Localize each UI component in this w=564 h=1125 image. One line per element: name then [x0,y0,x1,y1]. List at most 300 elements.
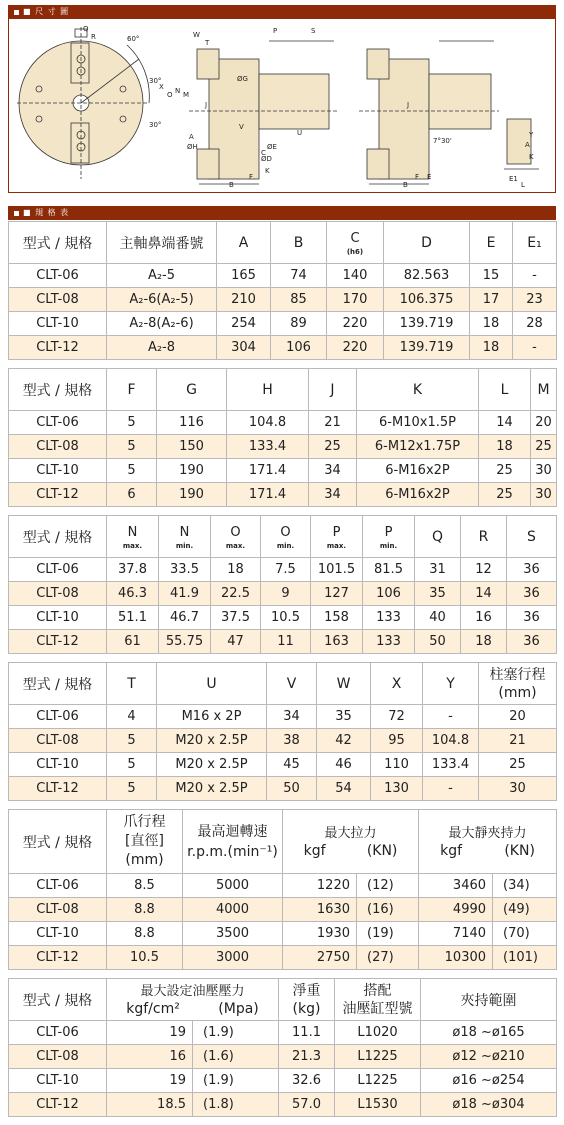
model-cell: CLT-08 [9,288,107,312]
header-cell: 型式 / 規格 [9,369,107,411]
value-cell: 6-M12x1.75P [357,435,479,459]
dimension-header [8,5,556,19]
header-cell: V [267,663,317,705]
value-cell: 3500 [183,922,283,946]
value-cell: 22.5 [211,582,261,606]
header-cell: X [371,663,423,705]
value-cell: 14 [461,582,507,606]
value-cell: 106.375 [384,288,470,312]
value-cell: 18 [470,312,513,336]
value-cell: 21 [309,411,357,435]
table-row [9,898,557,922]
value-cell: 21.3 [279,1045,335,1069]
value-cell: 37.8 [107,558,159,582]
value-cell: 50 [267,777,317,801]
dimension-label: F [415,173,420,181]
header-cell [283,810,419,874]
header-cell: Q [415,516,461,558]
header-label: O [230,524,241,540]
header-cell: 搭配 油壓缸型號 [335,979,421,1021]
value-cell: 28 [513,312,557,336]
dimension-header-title: ■ 尺 寸 圖 [23,7,70,16]
value-cell: 36 [507,558,557,582]
dimension-label: N [175,87,181,95]
dimension-label: ØH [187,143,198,151]
value-cell: 16 [107,1045,193,1069]
value-cell: 6-M16x2P [357,483,479,507]
dimension-label: Y [529,131,534,139]
value-cell: 11.1 [279,1021,335,1045]
header-label: O [280,524,291,540]
model-cell: CLT-08 [9,435,107,459]
dimension-label: T [205,39,210,47]
value-cell: L1225 [335,1045,421,1069]
value-cell: 17 [470,288,513,312]
dimension-label: M [183,91,190,99]
model-cell: CLT-06 [9,705,107,729]
value-cell: 54 [317,777,371,801]
value-cell: 4 [107,705,157,729]
value-cell: 19 [107,1021,193,1045]
dimension-label: O [167,91,173,99]
value-cell: 42 [317,729,371,753]
value-cell: 16 [461,606,507,630]
table-row [9,288,557,312]
value-cell: 4990 [419,898,493,922]
value-cell: 3000 [183,946,283,970]
value-cell: 158 [311,606,363,630]
spec-tables [8,221,556,1125]
table-row [9,582,557,606]
value-cell: A₂-5 [107,264,217,288]
header-label: P [384,524,393,540]
value-cell: 33.5 [159,558,211,582]
value-cell: - [513,336,557,360]
value-cell: 10.5 [107,946,183,970]
model-cell: CLT-10 [9,922,107,946]
header-cell: S [507,516,557,558]
model-cell: CLT-12 [9,483,107,507]
dimension-label: A [189,133,194,141]
value-cell: 19 [107,1069,193,1093]
dimension-label: L [521,181,525,189]
side-cylinder [259,74,329,129]
header-cell: 型式 / 規格 [9,810,107,874]
model-cell: CLT-08 [9,582,107,606]
model-cell: CLT-08 [9,1045,107,1069]
table-row [9,1045,557,1069]
value-cell: 110 [371,753,423,777]
model-cell: CLT-06 [9,874,107,898]
table-row [9,459,557,483]
spec-table-3 [8,515,557,654]
value-cell: (1.9) [193,1021,279,1045]
value-cell: 47 [211,630,261,654]
header-cell: E [470,222,513,264]
header-cell [311,516,363,558]
value-cell: 304 [217,336,271,360]
value-cell: 31 [415,558,461,582]
header-cell: A [217,222,271,264]
value-cell: ø18 ~ø304 [421,1093,557,1117]
value-cell: 10.5 [261,606,311,630]
value-cell: 190 [157,459,227,483]
value-cell: - [423,777,479,801]
header-cell: G [157,369,227,411]
value-cell: 106 [363,582,415,606]
value-cell: 5 [107,729,157,753]
table-row [9,705,557,729]
value-cell: 1220 [283,874,357,898]
header-cell: 爪行程 [直徑] (mm) [107,810,183,874]
dimension-label: ØE [267,143,277,151]
dimension-label: W [193,31,200,39]
unit: kgf/cm² [126,1000,180,1017]
spec-table-2 [8,368,557,507]
value-cell: 7.5 [261,558,311,582]
value-cell: 55.75 [159,630,211,654]
spec-header [8,206,556,220]
model-cell: CLT-06 [9,411,107,435]
value-cell: 150 [157,435,227,459]
spec-table-6 [8,978,557,1117]
dimension-label: R [91,33,96,41]
header-cell: 型式 / 規格 [9,222,107,264]
dimension-label: B [403,181,408,189]
value-cell: 89 [271,312,327,336]
value-cell: 15 [470,264,513,288]
value-cell: 74 [271,264,327,288]
value-cell: 6 [107,483,157,507]
dimension-label: U [297,129,303,137]
header-sub: (h6) [346,247,364,256]
value-cell: 30 [479,777,557,801]
table-header-row [9,222,557,264]
value-cell: 6-M16x2P [357,459,479,483]
value-cell: 4000 [183,898,283,922]
unit: kgf [440,842,463,859]
value-cell: 34 [267,705,317,729]
value-cell: 165 [217,264,271,288]
value-cell: 25 [309,435,357,459]
value-cell: 46.7 [159,606,211,630]
header-cell [419,810,557,874]
header-cell: 型式 / 規格 [9,663,107,705]
model-cell: CLT-10 [9,753,107,777]
value-cell: 18 [461,630,507,654]
table-row [9,777,557,801]
value-cell: A₂-8(A₂-6) [107,312,217,336]
value-cell: (12) [357,874,419,898]
header-units [419,843,556,859]
value-cell: 82.563 [384,264,470,288]
value-cell: 5 [107,777,157,801]
value-cell: 133 [363,630,415,654]
dimension-label: E [427,173,432,181]
value-cell: 104.8 [423,729,479,753]
value-cell: 140 [327,264,384,288]
table-header-row [9,369,557,411]
value-cell: 116 [157,411,227,435]
dimension-label: S [311,27,316,35]
value-cell: 3460 [419,874,493,898]
header-cell: E₁ [513,222,557,264]
value-cell: 72 [371,705,423,729]
value-cell: - [423,705,479,729]
value-cell: 133.4 [423,753,479,777]
model-cell: CLT-12 [9,336,107,360]
value-cell: 25 [479,459,531,483]
side2-cylinder [429,74,491,129]
value-cell: L1225 [335,1069,421,1093]
header-label: N [179,524,190,540]
model-cell: CLT-06 [9,558,107,582]
header-sub: max. [122,541,143,550]
table-row [9,753,557,777]
value-cell: ø16 ~ø254 [421,1069,557,1093]
value-cell: M20 x 2.5P [157,777,267,801]
header-cell: M [531,369,557,411]
value-cell: ø18 ~ø165 [421,1021,557,1045]
value-cell: 220 [327,336,384,360]
value-cell: (16) [357,898,419,922]
value-cell: 40 [415,606,461,630]
dimension-label: J [407,101,410,109]
value-cell: 35 [317,705,371,729]
dimension-label: P [273,27,278,35]
value-cell: 46.3 [107,582,159,606]
header-cell: B [271,222,327,264]
table-row [9,264,557,288]
value-cell: M16 x 2P [157,705,267,729]
model-cell: CLT-12 [9,946,107,970]
header-cell: T [107,663,157,705]
value-cell: (27) [357,946,419,970]
dimension-label: ØG [237,75,248,83]
model-cell: CLT-08 [9,898,107,922]
table-row [9,411,557,435]
dimension-label: ØD [261,155,272,163]
model-cell: CLT-06 [9,1021,107,1045]
header-cell: 型式 / 規格 [9,979,107,1021]
value-cell: 25 [531,435,557,459]
value-cell: 37.5 [211,606,261,630]
header-cell [107,979,279,1021]
dimension-label: 60° [127,35,140,43]
value-cell: 7140 [419,922,493,946]
dimension-label: 30° [149,77,162,85]
value-cell: 25 [479,753,557,777]
value-cell: 163 [311,630,363,654]
value-cell: 85 [271,288,327,312]
value-cell: 32.6 [279,1069,335,1093]
header-cell: K [357,369,479,411]
chuck-drawing-svg [9,19,557,193]
value-cell: 18 [211,558,261,582]
square-icon [14,10,19,15]
value-cell: L1530 [335,1093,421,1117]
value-cell: 2750 [283,946,357,970]
value-cell: 23 [513,288,557,312]
header-label: 最大設定油壓壓力 [140,983,245,999]
value-cell: 34 [309,483,357,507]
spec-table-4 [8,662,557,801]
dimension-label: F [249,173,254,181]
dimension-label: X [159,83,164,91]
value-cell: L1020 [335,1021,421,1045]
value-cell: 45 [267,753,317,777]
value-cell: 36 [507,630,557,654]
header-cell [211,516,261,558]
value-cell: 81.5 [363,558,415,582]
header-cell: R [461,516,507,558]
value-cell: (1.9) [193,1069,279,1093]
model-cell: CLT-12 [9,1093,107,1117]
table-header-row [9,979,557,1021]
value-cell: 1930 [283,922,357,946]
dimension-label: J [205,101,208,109]
value-cell: 190 [157,483,227,507]
value-cell: 11 [261,630,311,654]
header-cell [261,516,311,558]
value-cell: 5 [107,411,157,435]
table-row [9,946,557,970]
value-cell: 30 [531,483,557,507]
model-cell: CLT-10 [9,1069,107,1093]
dimension-label: B [229,181,234,189]
header-sub: min. [276,541,295,550]
value-cell: - [513,264,557,288]
header-label: C [350,230,360,246]
header-cell: 柱塞行程 (mm) [479,663,557,705]
header-label: 最大拉力 [324,825,377,841]
value-cell: 104.8 [227,411,309,435]
value-cell: 8.8 [107,898,183,922]
header-sub: min. [379,541,398,550]
value-cell: 1630 [283,898,357,922]
value-cell: 36 [507,606,557,630]
value-cell: 35 [415,582,461,606]
table-row [9,729,557,753]
header-sub: min. [175,541,194,550]
value-cell: 5 [107,753,157,777]
value-cell: 18 [470,336,513,360]
table-header-row [9,810,557,874]
header-cell: 最高迴轉速 r.p.m.(min⁻¹) [183,810,283,874]
table-row [9,336,557,360]
value-cell: (1.6) [193,1045,279,1069]
model-cell: CLT-10 [9,312,107,336]
header-cell: 主軸鼻端番號 [107,222,217,264]
dimension-drawing [8,19,556,193]
unit: (KN) [504,842,535,859]
value-cell: 20 [479,705,557,729]
value-cell: 14 [479,411,531,435]
dimension-label: Q [83,25,89,33]
model-cell: CLT-12 [9,777,107,801]
value-cell: 133.4 [227,435,309,459]
dimension-label: 30° [149,121,162,129]
value-cell: 127 [311,582,363,606]
unit: kgf [303,842,326,859]
value-cell: 18.5 [107,1093,193,1117]
table-header-row [9,663,557,705]
table-row [9,435,557,459]
value-cell: (34) [493,874,557,898]
square-icon [14,211,19,216]
value-cell: 34 [309,459,357,483]
value-cell: (70) [493,922,557,946]
value-cell: 5 [107,459,157,483]
value-cell: 254 [217,312,271,336]
dimension-label: A [525,141,530,149]
header-cell: D [384,222,470,264]
value-cell: 30 [531,459,557,483]
header-sub: max. [225,541,246,550]
header-cell [363,516,415,558]
header-cell: F [107,369,157,411]
value-cell: (1.8) [193,1093,279,1117]
header-label: 最大靜夾持力 [448,825,527,841]
unit: (Mpa) [218,1000,259,1017]
value-cell: A₂-6(A₂-5) [107,288,217,312]
model-cell: CLT-12 [9,630,107,654]
value-cell: 25 [479,483,531,507]
header-cell [107,516,159,558]
value-cell: 20 [531,411,557,435]
dimension-label: K [265,167,270,175]
model-cell: CLT-10 [9,459,107,483]
value-cell: A₂-8 [107,336,217,360]
value-cell: 36 [507,582,557,606]
value-cell: 210 [217,288,271,312]
value-cell: 133 [363,606,415,630]
table-header-row [9,516,557,558]
table-row [9,483,557,507]
header-cell: Y [423,663,479,705]
value-cell: (19) [357,922,419,946]
unit: (KN) [366,842,398,859]
table-row [9,1021,557,1045]
table-row [9,922,557,946]
value-cell: 171.4 [227,483,309,507]
table-row [9,312,557,336]
header-units [107,1001,278,1017]
value-cell: 130 [371,777,423,801]
header-cell [327,222,384,264]
dimension-label: K [529,153,534,161]
value-cell: 51.1 [107,606,159,630]
header-cell: W [317,663,371,705]
header-cell [159,516,211,558]
table-row [9,874,557,898]
dimension-label: 7°30' [433,137,452,145]
value-cell: 46 [317,753,371,777]
value-cell: 95 [371,729,423,753]
model-cell: CLT-08 [9,729,107,753]
spec-header-title: ■ 規 格 表 [23,208,70,217]
dimension-label: V [239,123,244,131]
value-cell: M20 x 2.5P [157,729,267,753]
value-cell: 18 [479,435,531,459]
value-cell: 9 [261,582,311,606]
dimension-label: C [261,149,266,157]
value-cell: 101.5 [311,558,363,582]
header-cell: 淨重 (kg) [279,979,335,1021]
model-cell: CLT-06 [9,264,107,288]
value-cell: 5 [107,435,157,459]
table-row [9,1093,557,1117]
